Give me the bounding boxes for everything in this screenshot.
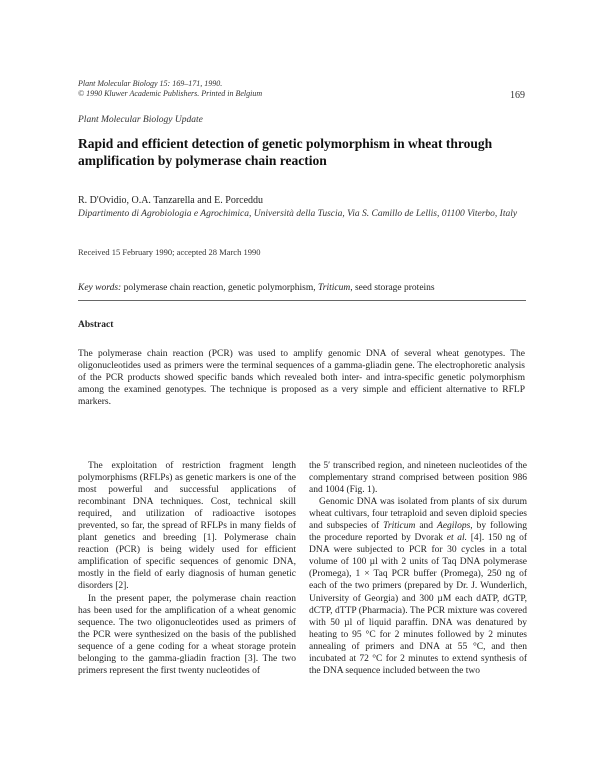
keywords-text-end: , seed storage proteins — [350, 283, 435, 293]
section-label: Plant Molecular Biology Update — [78, 115, 203, 125]
body-paragraph: In the present paper, the polymerase chain reaction has been used for the amplification of a wheat genomic sequence. The two oligonucleotides used as primers of the PCR were synthesized on the basis of the published sequence of a gene coding for a wheat storage protein belonging to the gamma-gliadin fraction [3]. The two primers represent the first twenty nucleotides of — [78, 593, 296, 676]
divider-rule — [78, 300, 526, 301]
received-dates: Received 15 February 1990; accepted 28 March 1990 — [78, 247, 261, 257]
text-run-italic: Triticum — [383, 521, 416, 532]
body-column-left — [78, 460, 296, 677]
keywords-text: polymerase chain reaction, genetic polymorphism, — [121, 283, 318, 293]
abstract-text: The polymerase chain reaction (PCR) was used to amplify genomic DNA of several wheat genotypes. The oligonucleotides used as primers were the terminal sequences of a gamma-gliadin gene. The electrophoretic analysis of the PCR products showed specific bands which revealed both inter- and intra-specific genetic polymorphism among the examined genotypes. The technique is proposed as a very simple and efficient alternative to RFLP markers. — [78, 349, 525, 407]
body-paragraph: the 5′ transcribed region, and nineteen nucleotides of the complementary strand comprised between position 986 and 1004 (Fig. 1). — [309, 461, 527, 496]
page-number: 169 — [510, 90, 525, 101]
text-run-italic: Aegilops — [437, 521, 471, 532]
text-run: , by following the procedure reported by Dvorak — [309, 521, 528, 544]
affiliation: Dipartimento di Agrobiologia e Agrochimica, Università della Tuscia, Via S. Camillo de Lellis, 01100 Viterbo, Italy — [78, 209, 518, 219]
authors: R. D'Ovidio, O.A. Tanzarella and E. Porceddu — [78, 195, 264, 206]
body-column-right — [309, 460, 527, 677]
body-paragraph: The exploitation of restriction fragment length polymorphisms (RFLPs) as genetic markers is one of the most powerful and successful applications of recombinant DNA techniques. Cost, technical skill required, and utilization of radioactive isotopes prevented, so far, the spread of RFLPs in many fields of plant genetics and breeding [1]. Polymerase chain reaction (PCR) is being widely used for efficient amplification of specific sequences of genomic DNA, mostly in the field of early diagnosis of human genetic disorders [2]. — [78, 461, 296, 592]
text-run-italic: et al. — [446, 533, 468, 544]
journal-citation — [78, 79, 262, 99]
text-run: [4]. 150 ng of DNA were subjected to PCR for 30 cycles in a total volume of 100 µl with 2 units of Taq DNA polymerase (Promega), 1 × Taq PCR buffer (Promega), 250 ng of each of the two primers (prepared by Dr. J. Wunderlich, University of Georgia) and 300 µM each dATP, dGTP, dCTP, dTTP (Pharmacia). The PCR mixture was covered with 50 µl of liquid paraffin. DNA was denatured by heating to 95 °C for 2 minutes followed by 2 minutes annealing of primers and DNA at 55 °C, and then incubated at 72 °C for 2 minutes to extend synthesis of the DNA sequence included between the two — [309, 533, 527, 676]
journal-citation-line1: Plant Molecular Biology 15: 169–171, 1990. — [78, 79, 223, 88]
text-run: Genomic DNA was isolated from plants of six durum wheat cultivars, four tetraploid and seven diploid species and subspecies of — [309, 497, 527, 532]
keywords — [78, 283, 528, 293]
journal-citation-line2: © 1990 Kluwer Academic Publishers. Printed in Belgium — [78, 89, 263, 98]
abstract-heading: Abstract — [78, 320, 114, 330]
keywords-italic: Triticum — [318, 283, 351, 293]
body-paragraph — [309, 496, 527, 677]
keywords-label: Key words: — [78, 283, 122, 293]
text-run: and — [415, 521, 438, 532]
article-title: Rapid and efficient detection of genetic polymorphism in wheat through amplification by polymerase chain reaction — [78, 136, 493, 168]
